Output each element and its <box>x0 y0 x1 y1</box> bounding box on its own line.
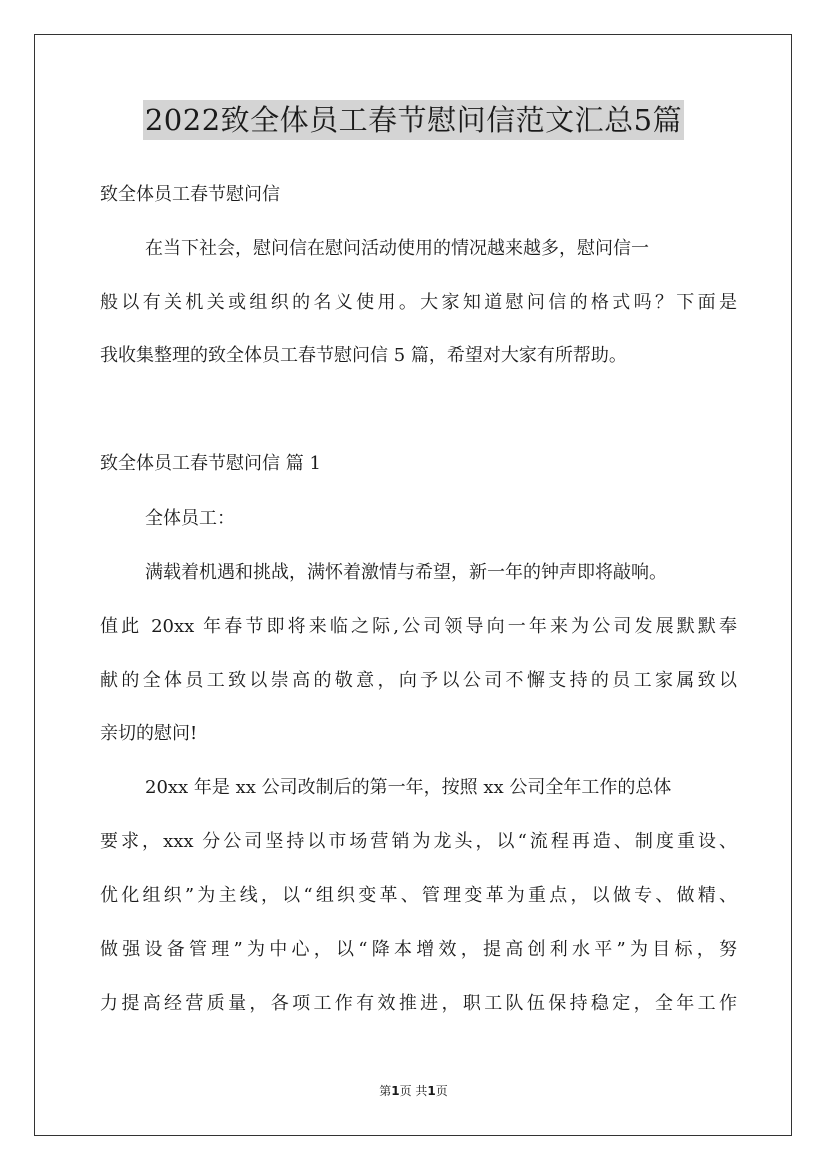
para1-line-2: 值此 20xx 年春节即将来临之际,公司领导向一年来为公司发展默默奉 <box>100 616 737 637</box>
footer-page-current: 1 <box>391 1084 400 1098</box>
intro-heading: 致全体员工春节慰问信 <box>100 184 280 205</box>
document-title: 2022致全体员工春节慰问信范文汇总5篇 <box>143 100 684 140</box>
para1-line-4: 亲切的慰问! <box>100 723 198 744</box>
para2-line-4: 做强设备管理”为中心，以“降本增效，提高创利水平”为目标，努 <box>100 939 737 960</box>
intro-line-1: 在当下社会，慰问信在慰问活动使用的情况越来越多，慰问信一 <box>145 238 649 259</box>
footer-page-prefix: 第 <box>379 1084 392 1098</box>
salutation: 全体员工： <box>145 508 235 529</box>
para1-line-3: 献的全体员工致以崇高的敬意，向予以公司不懈支持的员工家属致以 <box>100 670 737 691</box>
footer-page-mid: 页 共 <box>399 1084 428 1098</box>
page-footer <box>0 1083 827 1099</box>
footer-page-suffix: 页 <box>435 1084 448 1098</box>
section-heading: 致全体员工春节慰问信 篇 1 <box>100 453 321 474</box>
intro-line-2: 般以有关机关或组织的名义使用。大家知道慰问信的格式吗？下面是 <box>100 292 737 313</box>
para2-line-1: 20xx 年是 xx 公司改制后的第一年，按照 xx 公司全年工作的总体 <box>145 777 672 798</box>
para2-line-3: 优化组织”为主线，以“组织变革、管理变革为重点，以做专、做精、 <box>100 885 737 906</box>
para2-line-5: 力提高经营质量，各项工作有效推进，职工队伍保持稳定，全年工作 <box>100 993 737 1014</box>
para1-line-1: 满载着机遇和挑战，满怀着激情与希望，新一年的钟声即将敲响。 <box>145 562 667 583</box>
para2-line-2: 要求，xxx 分公司坚持以市场营销为龙头，以“流程再造、制度重设、 <box>100 831 737 852</box>
intro-line-3: 我收集整理的致全体员工春节慰问信 5 篇，希望对大家有所帮助。 <box>100 345 627 366</box>
title-wrap <box>0 100 827 140</box>
footer-page-total: 1 <box>427 1084 436 1098</box>
